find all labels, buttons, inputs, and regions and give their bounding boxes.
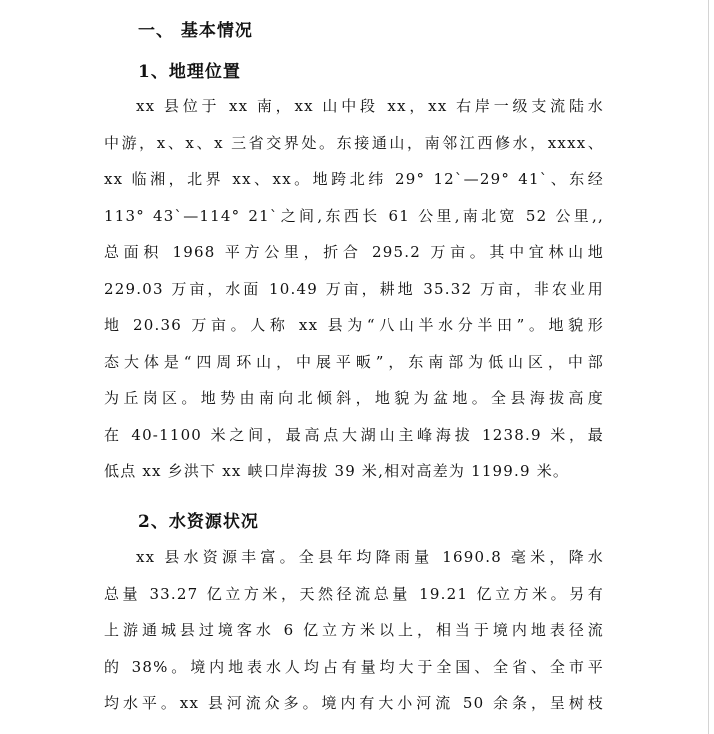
paragraph-line: 态大体是“四周环山，中展平畈”，东南部为低山区，中部 [104, 352, 604, 371]
paragraph-line: 均水平。xx 县河流众多。境内有大小河流 50 余条，呈树枝 [104, 694, 604, 712]
paragraph-line: 总面积 1968 平方公里，折合 295.2 万亩。其中宜林山地 [104, 243, 604, 261]
subsection-heading-geography: 1、地理位置 [138, 62, 241, 82]
paragraph-line: 113° 43`—114° 21`之间,东西长 61 公里,南北宽 52 公里,, [104, 206, 604, 225]
paragraph-line: 低点 xx 乡洪下 xx 峡口岸海拔 39 米,相对高差为 1199.9 米。 [104, 462, 570, 480]
paragraph-line: 地 20.36 万亩。人称 xx 县为“八山半水分半田”。地貌形 [104, 316, 604, 334]
section-heading: 一、 基本情况 [138, 21, 253, 41]
paragraph-line: 在 40-1100 米之间，最高点大湖山主峰海拔 1238.9 米，最 [104, 425, 604, 444]
water-resources-paragraph [104, 539, 604, 722]
paragraph-line: xx 临湘，北界 xx、xx。地跨北纬 29° 12`—29° 41`、东经 [104, 170, 604, 188]
paragraph-line: 229.03 万亩，水面 10.49 万亩，耕地 35.32 万亩，非农业用 [104, 279, 604, 298]
paragraph-line: 的 38%。境内地表水人均占有量均大于全国、全省、全市平 [104, 657, 604, 676]
paragraph-line: 为丘岗区。地势由南向北倾斜，地貌为盆地。全县海拔高度 [104, 389, 604, 407]
subsection-heading-water-resources: 2、水资源状况 [138, 512, 259, 532]
paragraph-line: 中游，x、x、x 三省交界处。东接通山，南邻江西修水，xxxx、 [104, 133, 604, 152]
paragraph-line: 总量 33.27 亿立方米，天然径流总量 19.21 亿立方米。另有 [104, 584, 604, 603]
paragraph-line: xx 县位于 xx 南，xx 山中段 xx，xx 右岸一级支流陆水 [136, 97, 604, 115]
geography-paragraph [104, 88, 604, 490]
paragraph-line: xx 县水资源丰富。全县年均降雨量 1690.8 毫米，降水 [136, 548, 604, 566]
paragraph-line: 上游通城县过境客水 6 亿立方米以上，相当于境内地表径流 [104, 621, 604, 639]
page-edge-divider [708, 0, 709, 734]
